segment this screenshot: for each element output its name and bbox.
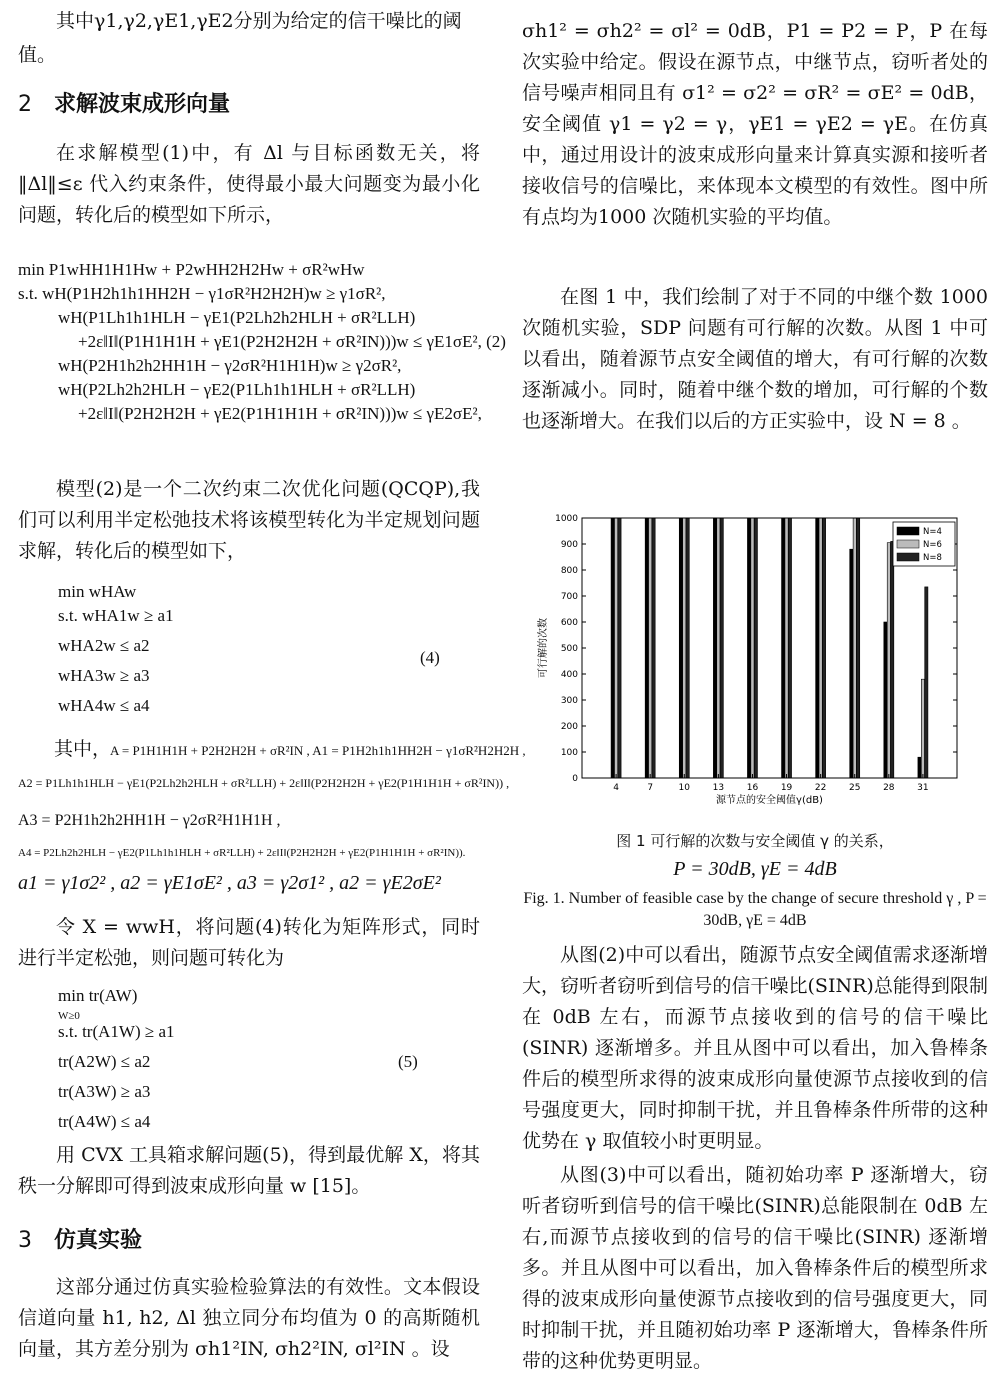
paragraph-sec3-1: 这部分通过仿真实验检验算法的有效性。文本假设信道向量 h1, h2, Δl 独立同分布均值为 0 的高斯随机向量，其方差分别为 σh1²IN, σh2²IN, σl²IN 。设	[18, 1276, 480, 1360]
y-tick-label: 900	[560, 540, 578, 550]
def-a: a1 = γ1σ2² , a2 = γE1σE² , a3 = γ2σ1² , a2 = γE2σE²	[18, 872, 441, 894]
x-tick-label: 25	[849, 783, 861, 793]
y-tick-label: 100	[560, 748, 578, 758]
paragraph-right-4: 从图(3)中可以看出，随初始功率 P 逐渐增大，窃听者窃听到信号的信干噪比(SINR)总能限制在 0dB 左右,而源节点接收到的信号的信干噪比(SINR) 逐渐增多。并且从图中可以看出，加入鲁棒条件后的模型所求得的波束成形向量使源节点接收到的信号强度更大，同时抑制干扰，并且随初始功率 P 逐渐增大，鲁棒条件所带的这种优势更明显。	[522, 1164, 988, 1372]
eq4-line: wHA2w ≤ a2	[58, 636, 150, 655]
bar	[683, 518, 686, 778]
eq4-line: min wHAw	[58, 582, 137, 601]
bar	[918, 757, 921, 778]
plot-area	[536, 514, 957, 806]
bar	[652, 518, 655, 778]
eq2-line: wH(P1Lh1h1HLH − γE1(P2Lh2h2HLH + σR²LLH)	[58, 308, 416, 327]
bar	[850, 549, 853, 778]
bar	[649, 518, 652, 778]
intro-text-end: 值。	[18, 44, 57, 66]
def-A: A = P1H1H1H + P2H2H2H + σR²IN , A1 = P1H2h1h1HH2H − γ1σR²H2H2H ,	[110, 743, 526, 758]
eq4-line: wHA3w ≥ a3	[58, 666, 150, 685]
x-tick-label: 31	[917, 783, 929, 793]
legend-label: N=6	[923, 540, 942, 550]
bar	[679, 518, 682, 778]
bar	[713, 518, 716, 778]
bar	[853, 518, 856, 778]
where-label: 其中，	[54, 738, 112, 760]
eq5-line: s.t. tr(A1W) ≥ a1	[58, 1022, 175, 1041]
bar	[717, 518, 720, 778]
figure-caption-cn: 图 1 可行解的次数与安全阈值 γ 的关系，	[616, 832, 894, 850]
bar	[925, 587, 928, 778]
bar	[788, 518, 791, 778]
x-tick-label: 7	[647, 783, 654, 793]
bar	[884, 622, 887, 778]
eq2-line: wH(P2Lh2h2HLH − γE2(P1Lh1h1HLH + σR²LLH)	[58, 380, 416, 399]
y-tick-label: 500	[560, 644, 578, 654]
eq4-line: s.t. wHA1w ≥ a1	[58, 606, 174, 625]
bar	[921, 679, 924, 778]
paragraph-right-2: 在图 1 中，我们绘制了对于不同的中继个数 1000 次随机实验，SDP 问题有可行解的次数。从图 1 中可以看出，随着源节点安全阈值的增大，有可行解的次数逐渐减小。同时，随着中继个数的增加，可行解的个数也逐渐增大。在我们以后的方正实验中，设 N = 8 。	[522, 286, 988, 432]
figure-caption-cn-2: P = 30dB, γE = 4dB	[673, 858, 837, 880]
bar	[785, 518, 788, 778]
bar	[686, 518, 689, 778]
paragraph-sec2-4: 用 CVX 工具箱求解问题(5)，得到最优解 X，将其秩一分解即可得到波束成形向量 w [15]。	[18, 1144, 480, 1197]
x-tick-label: 13	[712, 783, 725, 793]
bar	[816, 518, 819, 778]
x-tick-label: 4	[613, 783, 619, 793]
equation-5	[58, 984, 478, 1140]
bar	[614, 518, 617, 778]
eq4-tag: (4)	[420, 648, 440, 667]
section-3-heading: 3 仿真实验	[18, 1228, 143, 1253]
x-tick-label: 16	[746, 783, 759, 793]
bar	[822, 518, 825, 778]
eq2-line: +2ε‖I‖(P2H2H2H + γE2(P1H1H1H + σR²IN)))w ≤ γE2σE²,	[78, 404, 482, 423]
y-tick-label: 700	[560, 592, 578, 602]
eq2-line: wH(P2H1h2h2HH1H − γ2σR²H1H1H)w ≥ γ2σR²,	[58, 356, 402, 375]
eq5-line: tr(A4W) ≤ a4	[58, 1112, 151, 1131]
def-A3: A3 = P2H1h2h2HH1H − γ2σR²H1H1H ,	[18, 812, 281, 829]
eq4-line: wHA4w ≤ a4	[58, 696, 150, 715]
eq5-tag: (5)	[398, 1052, 418, 1071]
intro-text: 其中γ1,γ2,γE1,γE2分别为给定的信干噪比的阈	[56, 10, 462, 32]
equation-2	[18, 258, 506, 426]
y-tick-label: 800	[560, 566, 578, 576]
legend-label: N=8	[923, 553, 942, 563]
y-tick-label: 600	[560, 618, 578, 628]
x-tick-label: 22	[814, 783, 827, 793]
y-tick-label: 300	[560, 696, 578, 706]
bar	[611, 518, 614, 778]
bar	[751, 518, 754, 778]
paragraph-right-1: σh1² = σh2² = σl² = 0dB，P1 = P2 = P，P 在每次实验中给定。假设在源节点，中继节点，窃听者处的信号噪声相同且有 σ1² = σ2² = σR² = σE² = 0dB，安全阈值 γ1 = γ2 = γ，γE1 = γE2 = γE。在仿真中，通过用设计的波束成形向量来计算真实源和接听者接收信号的信噪比，来体现本文模型的有效性。图中所有点均为1000 次随机实验的平均值。	[522, 20, 988, 228]
eq5-line: tr(A2W) ≤ a2	[58, 1052, 151, 1071]
bar	[754, 518, 757, 778]
paragraph-sec2-1: 在求解模型(1)中，有 Δl 与目标函数无关，将‖Δl‖≤ε 代入约束条件，使得最小最大问题变为最小化问题，转化后的模型如下所示，	[18, 142, 480, 226]
section-2-heading: 2 求解波束成形向量	[18, 92, 231, 117]
y-tick-label: 0	[572, 774, 578, 784]
eq5-subscript: W≥0	[58, 1010, 80, 1022]
figure-1-bar-chart	[522, 500, 988, 815]
def-A4: A4 = P2Lh2h2HLH − γE2(P1Lh1h1HLH + σR²LLH) + 2ε‖I‖(P2H2H2H + γE2(P1H1H1H + σR²IN)).	[18, 847, 466, 859]
y-tick-label: 400	[560, 670, 578, 680]
y-tick-label: 1000	[555, 514, 578, 524]
eq2-line: +2ε‖I‖(P1H1H1H + γE1(P2H2H2H + σR²IN)))w ≤ γE1σE², (2)	[78, 332, 506, 351]
x-tick-label: 10	[678, 783, 690, 793]
legend-swatch	[897, 553, 919, 561]
legend-swatch	[897, 540, 919, 548]
figure-caption-en: Fig. 1. Number of feasible case by the change of secure threshold γ , P = 30dB, γE = 4dB	[523, 890, 987, 929]
legend-label: N=4	[923, 527, 942, 537]
legend-swatch	[897, 527, 919, 535]
bar	[720, 518, 723, 778]
bar	[891, 541, 894, 778]
bar	[618, 518, 621, 778]
paragraph-sec2-2: 模型(2)是一个二次约束二次优化问题(QCQP),我们可以利用半定松弛技术将该模型转化为半定规划问题求解，转化后的模型如下，	[18, 478, 480, 562]
y-tick-label: 200	[560, 722, 578, 732]
def-A2: A2 = P1Lh1h1HLH − γE1(P2Lh2h2HLH + σR²LLH) + 2ε‖I‖(P2H2H2H + γE2(P1H1H1H + σR²IN)) ,	[18, 776, 510, 790]
eq5-line: min tr(AW)	[58, 986, 138, 1005]
equation-4	[58, 580, 478, 724]
bar	[645, 518, 648, 778]
paragraph-sec2-3: 令 X = wwH，将问题(4)转化为矩阵形式，同时进行半定松弛，则问题可转化为	[18, 916, 480, 969]
bar	[857, 518, 860, 778]
x-tick-label: 19	[780, 783, 793, 793]
bar	[747, 518, 750, 778]
bar	[819, 518, 822, 778]
eq5-line: tr(A3W) ≥ a3	[58, 1082, 151, 1101]
paragraph-right-3: 从图(2)中可以看出，随源节点安全阈值需求逐渐增大，窃听者窃听到信号的信干噪比(SINR)总能得到限制在 0dB 左右，而源节点接收到的信号的信干噪比(SINR) 逐渐增多。并且从图中可以看出，加入鲁棒条件后的模型所求得的波束成形向量使源节点接收到的信号强度更大，同时抑制干扰，并且鲁棒条件所带的这种优势在 γ 取值较小时更明显。	[522, 944, 988, 1152]
bar	[887, 543, 890, 778]
eq2-line: s.t. wH(P1H2h1h1HH2H − γ1σR²H2H2H)w ≥ γ1σR²,	[18, 284, 386, 303]
bar	[782, 518, 785, 778]
y-axis-label: 可行解的次数	[538, 618, 549, 678]
eq2-line: min P1wHH1H1Hw + P2wHH2H2Hw + σR²wHw	[18, 260, 365, 279]
x-axis-label: 源节点的安全阈值γ(dB)	[716, 795, 823, 806]
x-tick-label: 28	[883, 783, 895, 793]
